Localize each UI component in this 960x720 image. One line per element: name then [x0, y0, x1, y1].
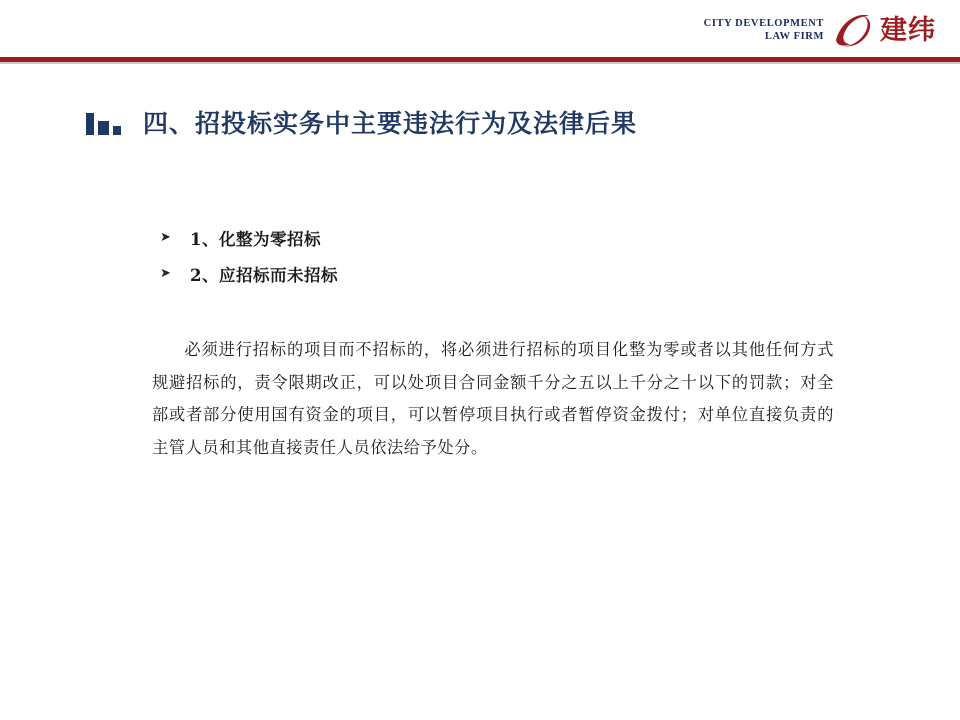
list-item-label: 1、化整为零招标	[190, 230, 321, 249]
logo-english-line1: CITY DEVELOPMENT	[703, 17, 824, 29]
page-title: 四、招投标实务中主要违法行为及法律后果	[143, 109, 638, 138]
logo-swirl-icon	[832, 10, 872, 50]
logo-chinese-text: 建纬	[880, 14, 936, 46]
arrow-bullet-icon: ➤	[160, 230, 172, 245]
list-item	[160, 264, 840, 288]
list-item	[160, 228, 840, 252]
header-gray-rule	[0, 62, 960, 64]
arrow-bullet-icon: ➤	[160, 265, 172, 281]
logo-english-line2: LAW FIRM	[764, 31, 824, 42]
body-paragraph: 必须进行招标的项目而不招标的，将必须进行招标的项目化整为零或者以其他任何方式规避招标的，责令限期改正，可以处项目合同金额千分之五以上千分之十以下的罚款；对全部或者部分使用国有资金的项目，可以暂停项目执行或者暂停资金拨付；对单位直接负责的主管人员和其他直接责任人员依法给予处分。	[152, 340, 834, 458]
slide-header	[0, 0, 960, 62]
logo-english-text	[704, 17, 824, 43]
firm-logo	[704, 8, 936, 52]
list-item-label: 2、应招标而未招标	[190, 265, 338, 285]
slide-title-row	[86, 104, 637, 140]
title-blocks-icon	[86, 109, 121, 135]
bullet-list	[160, 228, 840, 300]
